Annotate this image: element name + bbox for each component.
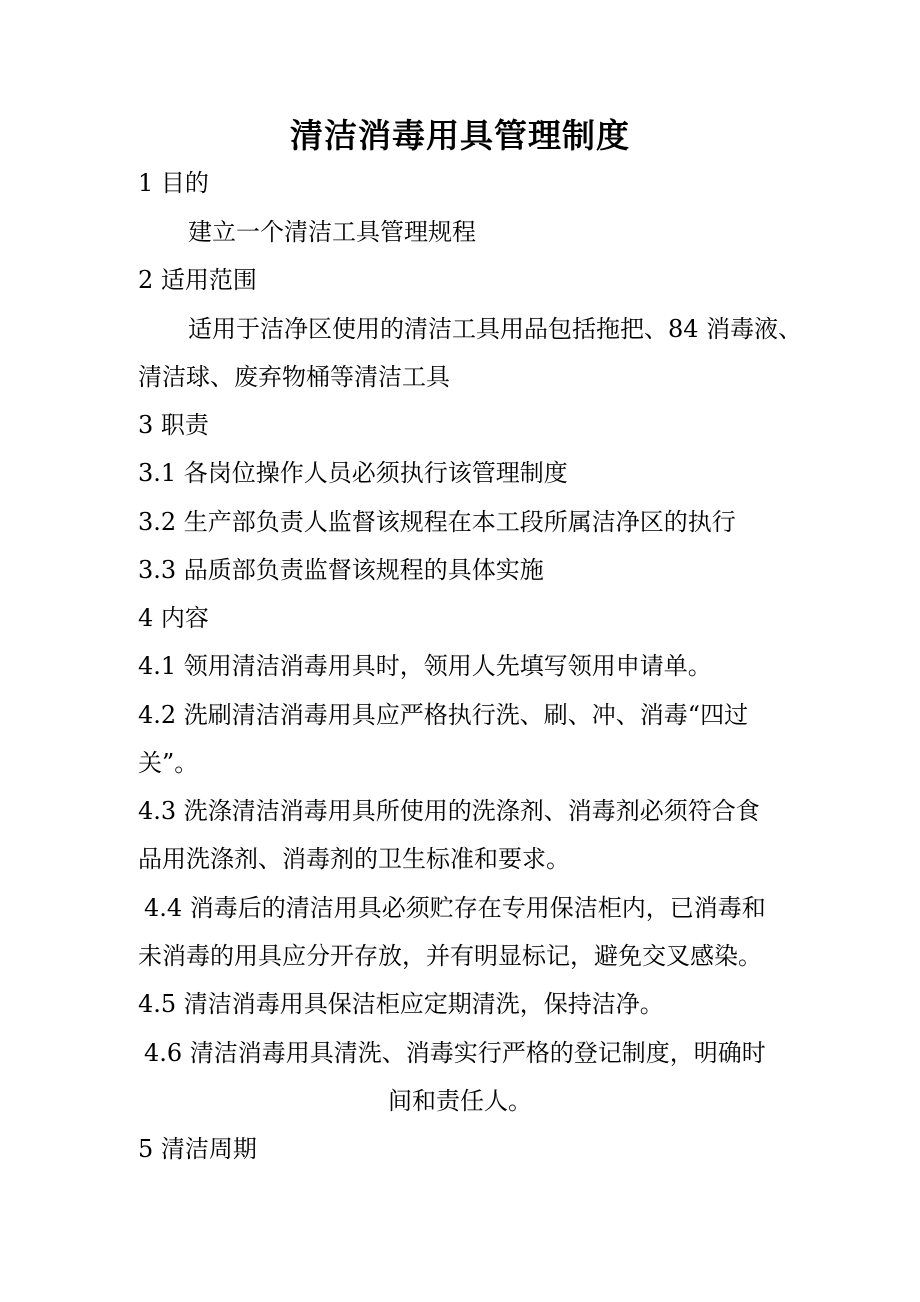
responsibility-item-3-2: 3.2 生产部负责人监督该规程在本工段所属洁净区的执行 <box>138 508 736 536</box>
content-item-4-2-line-1: 4.2 洗刷清洁消毒用具应严格执行洗、刷、冲、消毒“四过 <box>138 701 749 729</box>
responsibility-item-3-3: 3.3 品质部负责监督该规程的具体实施 <box>138 556 544 584</box>
content-item-4-2-line-2: 关”。 <box>138 749 199 777</box>
purpose-text: 建立一个清洁工具管理规程 <box>188 218 476 246</box>
document-title: 清洁消毒用具管理制度 <box>290 116 630 155</box>
section-heading-responsibility: 3 职责 <box>138 411 209 439</box>
responsibility-item-3-1: 3.1 各岗位操作人员必须执行该管理制度 <box>138 459 568 487</box>
scope-text-line-2: 清洁球、废弃物桶等清洁工具 <box>138 363 450 391</box>
section-heading-content: 4 内容 <box>138 604 209 632</box>
section-heading-purpose: 1 目的 <box>138 169 209 197</box>
section-heading-cleaning-cycle: 5 清洁周期 <box>138 1135 257 1163</box>
content-item-4-1: 4.1 领用清洁消毒用具时，领用人先填写领用申请单。 <box>138 652 712 680</box>
section-heading-scope: 2 适用范围 <box>138 266 257 294</box>
content-item-4-6-line-2: 间和责任人。 <box>388 1087 532 1115</box>
content-item-4-3-line-1: 4.3 洗涤清洁消毒用具所使用的洗涤剂、消毒剂必须符合食 <box>138 797 760 825</box>
content-item-4-5: 4.5 清洁消毒用具保洁柜应定期清洗，保持洁净。 <box>138 990 664 1018</box>
content-item-4-6-line-1: 4.6 清洁消毒用具清洗、消毒实行严格的登记制度，明确时 <box>144 1039 766 1067</box>
content-item-4-4-line-2: 未消毒的用具应分开存放，并有明显标记，避免交叉感染。 <box>138 942 762 970</box>
scope-text-line-1: 适用于洁净区使用的清洁工具用品包括拖把、84 消毒液、 <box>188 315 803 343</box>
content-item-4-3-line-2: 品用洗涤剂、消毒剂的卫生标准和要求。 <box>138 845 570 873</box>
content-item-4-4-line-1: 4.4 消毒后的清洁用具必须贮存在专用保洁柜内，已消毒和 <box>144 894 766 922</box>
